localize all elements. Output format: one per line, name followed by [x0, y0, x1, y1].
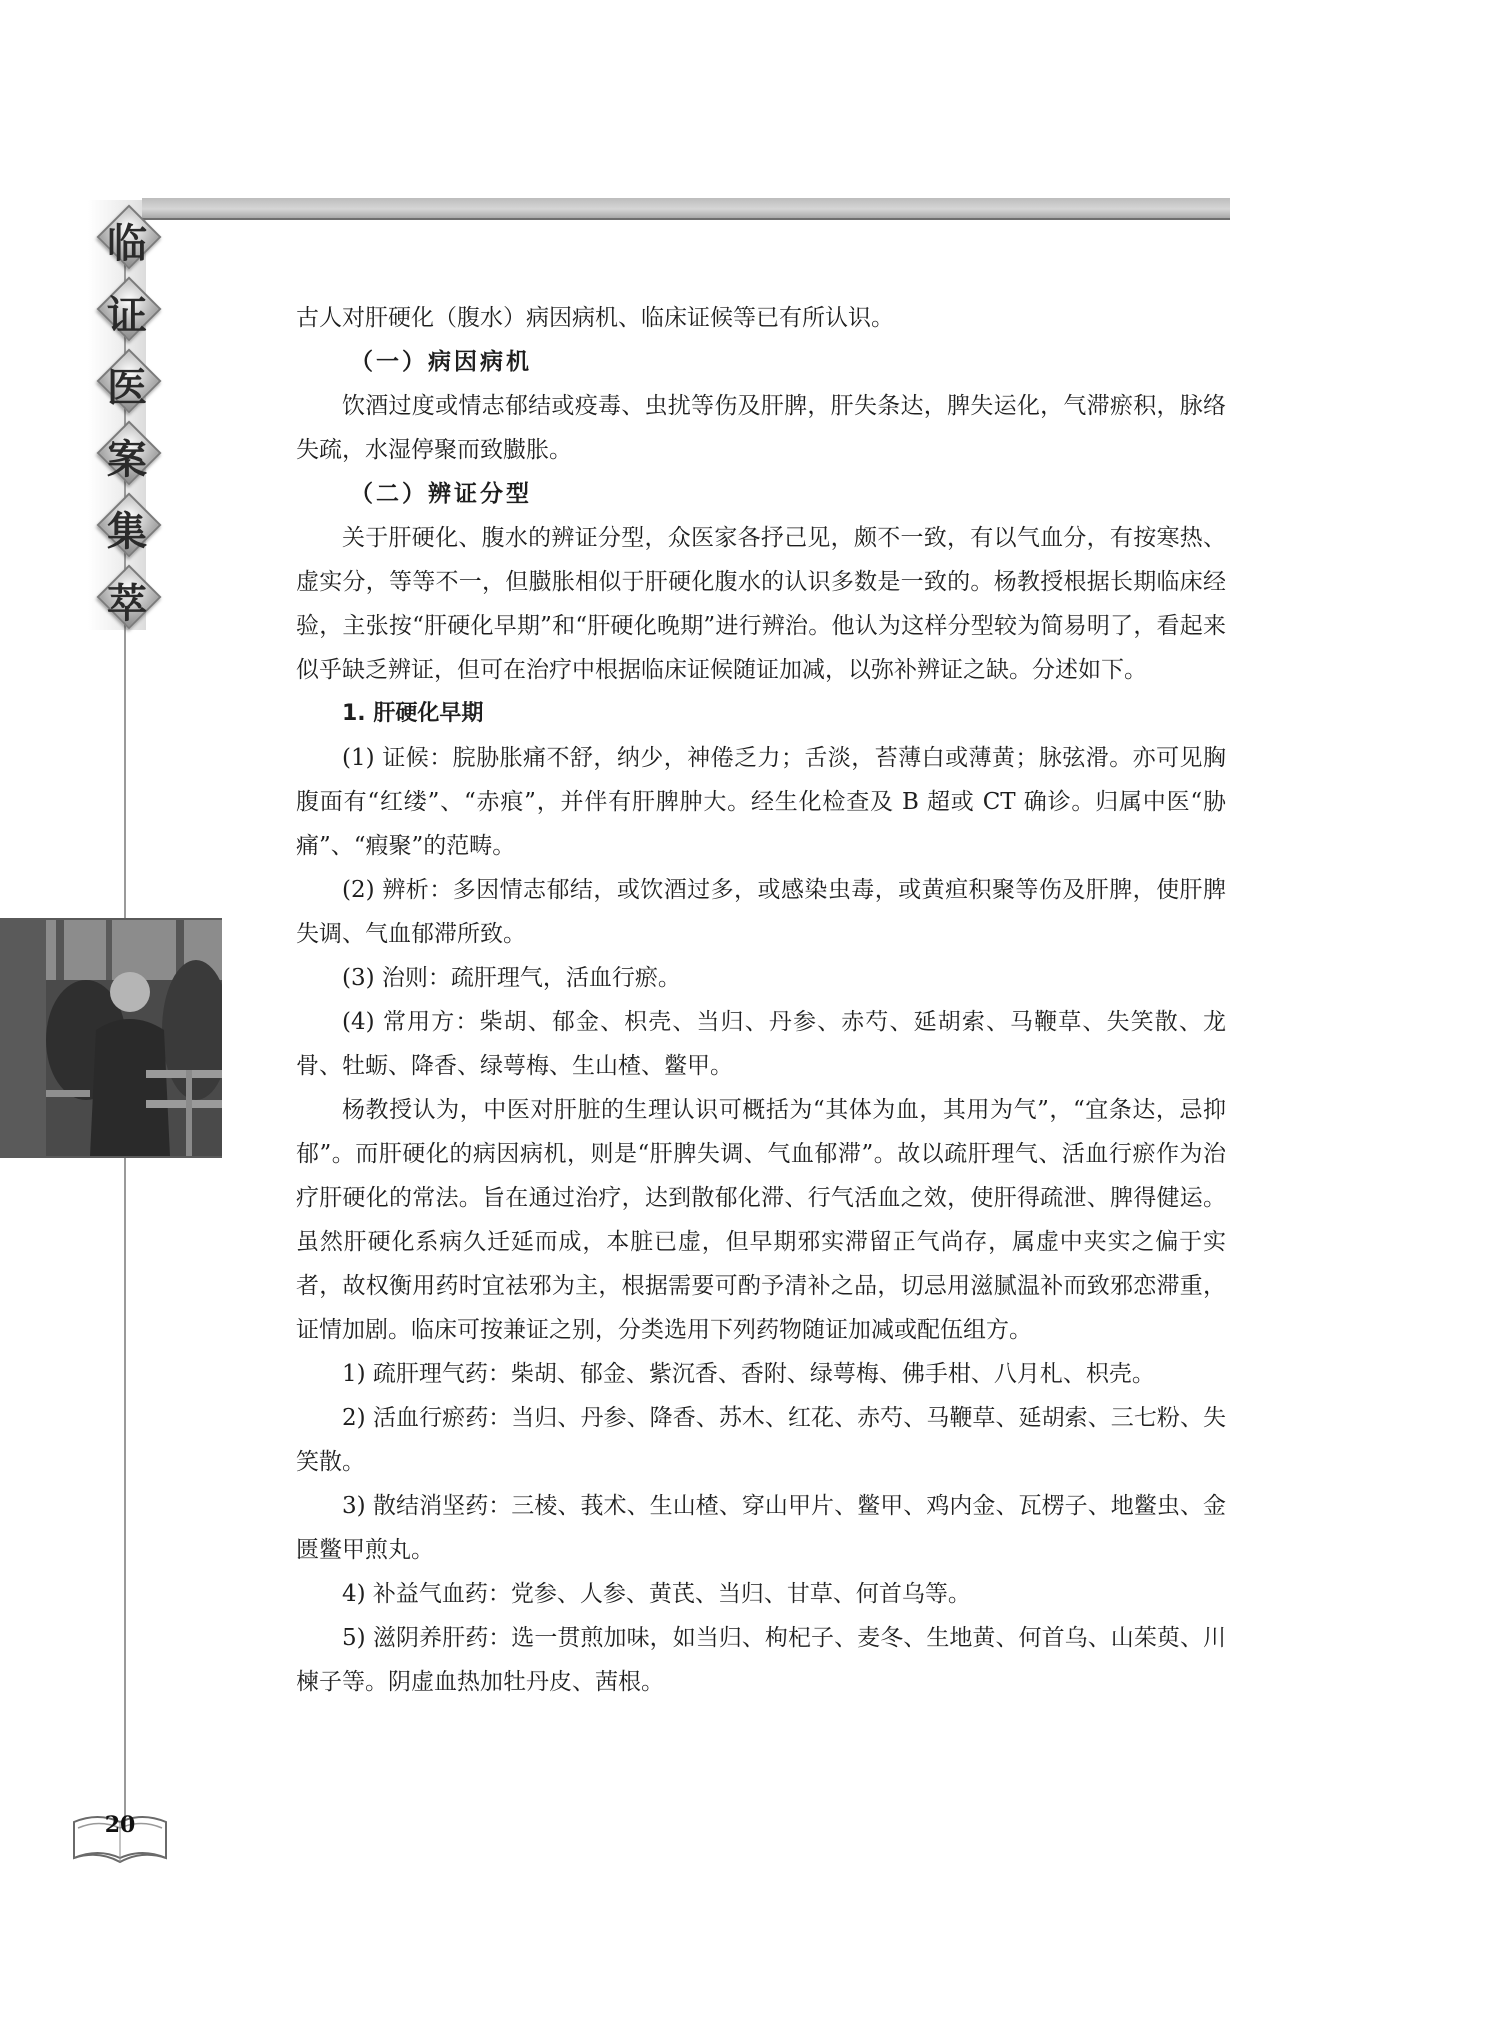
paragraph: 1) 疏肝理气药：柴胡、郁金、紫沉香、香附、绿萼梅、佛手柑、八月札、枳壳。	[342, 1361, 1155, 1387]
portrait-photo	[46, 920, 222, 1156]
section-heading: （二）辨证分型	[350, 480, 532, 507]
paragraph: (3) 治则：疏肝理气，活血行瘀。	[342, 965, 681, 991]
paragraph: 关于肝硬化、腹水的辨证分型，众医家各抒己见，颇不一致，有以气血分，有按寒热、虚实分，等等不一，但臌胀相似于肝硬化腹水的认识多数是一致的。杨教授根据长期临床经验，主张按“肝硬化早期”和“肝硬化晚期”进行辨治。他认为这样分型较为简易明了，看起来似乎缺乏辨证，但可在治疗中根据临床证候随证加减，以弥补辨证之缺。分述如下。	[296, 525, 1226, 683]
paragraph: 2) 活血行瘀药：当归、丹参、降香、苏木、红花、赤芍、马鞭草、延胡索、三七粉、失笑散。	[296, 1405, 1226, 1475]
paragraph: 3) 散结消坚药：三棱、莪术、生山楂、穿山甲片、鳖甲、鸡内金、瓦楞子、地鳖虫、金匮鳖甲煎丸。	[296, 1493, 1226, 1563]
paragraph: (2) 辨析：多因情志郁结，或饮酒过多，或感染虫毒，或黄疸积聚等伤及肝脾，使肝脾失调、气血郁滞所致。	[296, 877, 1226, 947]
page-number-badge	[70, 1802, 170, 1870]
title-char: 临	[96, 204, 158, 266]
subsection-heading: 1. 肝硬化早期	[342, 701, 484, 726]
title-char: 案	[96, 420, 158, 482]
paragraph: (4) 常用方：柴胡、郁金、枳壳、当归、丹参、赤芍、延胡索、马鞭草、失笑散、龙骨、牡蛎、降香、绿萼梅、生山楂、鳖甲。	[296, 1009, 1226, 1079]
header-rule	[142, 198, 1230, 218]
title-char: 证	[96, 276, 158, 338]
title-char: 医	[96, 348, 158, 410]
paragraph: 饮酒过度或情志郁结或疫毒、虫扰等伤及肝脾，肝失条达，脾失运化，气滞瘀积，脉络失疏，水湿停聚而致臌胀。	[296, 393, 1226, 463]
body-text	[296, 296, 1226, 1704]
section-heading: （一）病因病机	[350, 348, 532, 375]
header-rule-line	[142, 218, 1230, 220]
paragraph: 4) 补益气血药：党参、人参、黄芪、当归、甘草、何首乌等。	[342, 1581, 971, 1607]
paragraph: 古人对肝硬化（腹水）病因病机、临床证候等已有所认识。	[296, 305, 894, 331]
paragraph: (1) 证候：脘胁胀痛不舒，纳少，神倦乏力；舌淡，苔薄白或薄黄；脉弦滑。亦可见胸腹面有“红缕”、“赤痕”，并伴有肝脾肿大。经生化检查及 B 超或 CT 确诊。归属中医“胁痛”、“瘕聚”的范畴。	[296, 745, 1226, 859]
book-title-vertical	[96, 204, 158, 636]
page-number: 20	[104, 1812, 136, 1838]
paragraph: 杨教授认为，中医对肝脏的生理认识可概括为“其体为血，其用为气”，“宜条达，忌抑郁”。而肝硬化的病因病机，则是“肝脾失调、气血郁滞”。故以疏肝理气、活血行瘀作为治疗肝硬化的常法。旨在通过治疗，达到散郁化滞、行气活血之效，使肝得疏泄、脾得健运。虽然肝硬化系病久迁延而成，本脏已虚，但早期邪实滞留正气尚存，属虚中夹实之偏于实者，故权衡用药时宜祛邪为主，根据需要可酌予清补之品，切忌用滋腻温补而致邪恋滞重，证情加剧。临床可按兼证之别，分类选用下列药物随证加减或配伍组方。	[296, 1097, 1226, 1343]
title-char: 集	[96, 492, 158, 554]
title-char: 萃	[96, 564, 158, 626]
paragraph: 5) 滋阴养肝药：选一贯煎加味，如当归、枸杞子、麦冬、生地黄、何首乌、山茱萸、川楝子等。阴虚血热加牡丹皮、茜根。	[296, 1625, 1226, 1695]
